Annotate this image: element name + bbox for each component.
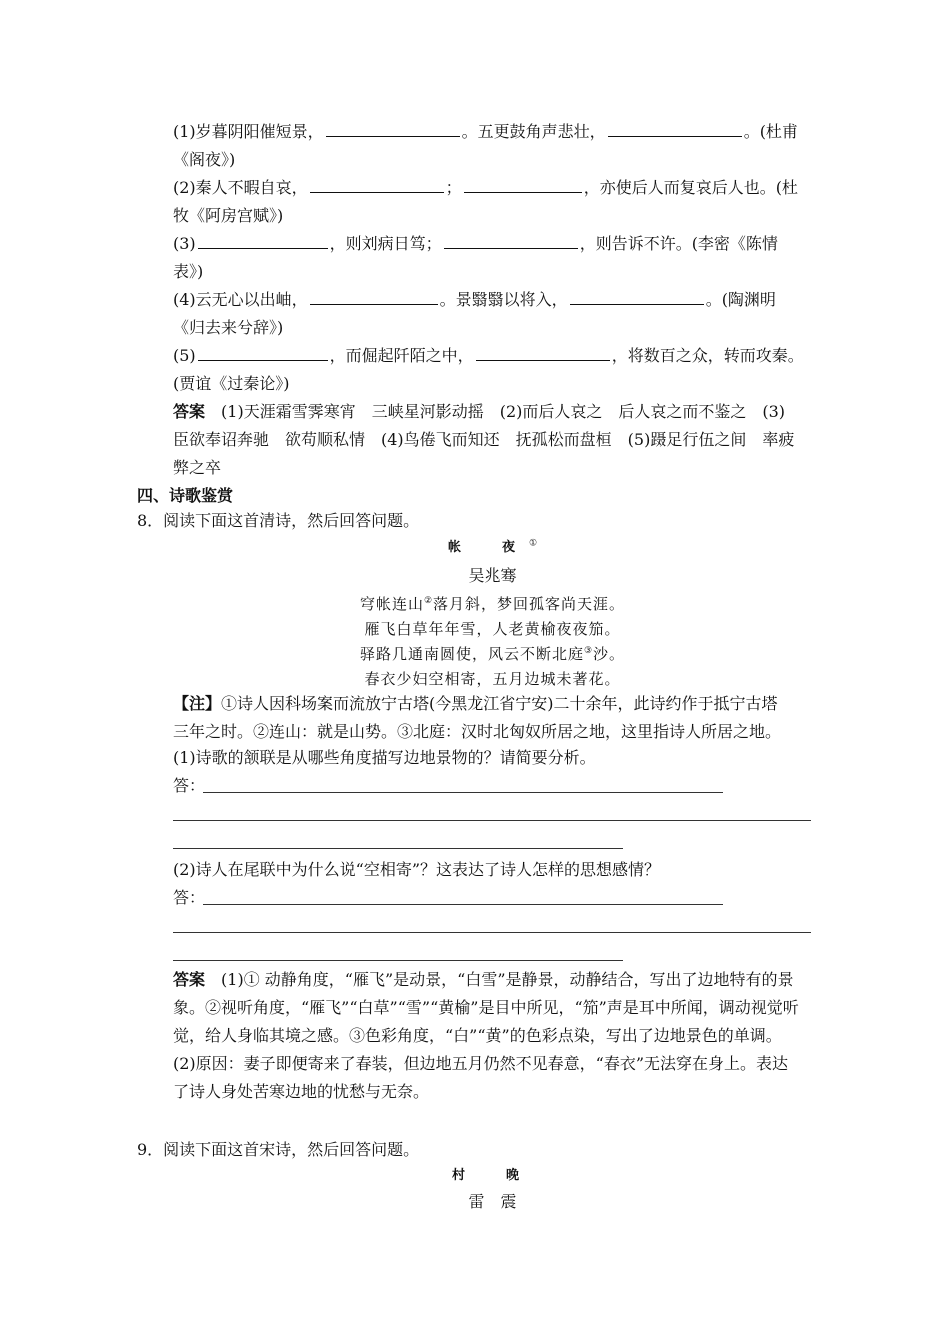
fill-blank	[198, 344, 328, 361]
q8-sub-1: (1)诗歌的颔联是从哪些角度描写边地景物的？请简要分析。	[173, 748, 596, 767]
q9-prompt: 9．阅读下面这首宋诗，然后回答问题。	[137, 1140, 420, 1159]
fill-blank	[608, 120, 742, 137]
poem-title: 帐 夜①	[447, 538, 538, 555]
q7-answer: 答案 (1)天涯霜雪霁寒宵 三峡星河影动摇 (2)而后人哀之 后人哀之而不鉴之 (3) 臣欲奉诏奔驰 欲苟顺私情 (4)鸟倦飞而知还 抚孤松而盘桓 (5)蹑足行伍之间 率疲 弊之卒	[173, 402, 795, 477]
poem-line: 雁飞白草年年雪，人老黄榆夜夜笳。	[364, 620, 621, 638]
fill-blank	[570, 288, 704, 305]
q7-item-1: (1)岁暮阴阳催短景， 。五更鼓角声悲壮， 。(杜甫 《阁夜》)	[173, 122, 798, 169]
fill-blank	[464, 176, 582, 193]
poem-line: 驿路几通南圆使，风云不断北庭③沙。	[359, 645, 626, 663]
answer-line	[173, 848, 623, 849]
answer-line	[173, 820, 811, 821]
q8-prompt: 8．阅读下面这首清诗，然后回答问题。	[137, 511, 420, 530]
q7-item-2: (2)秦人不暇自哀， ； ，亦使后人而复哀后人也。(杜 牧《阿房宫赋》)	[173, 178, 798, 225]
fill-blank	[326, 120, 460, 137]
q8-sub-2: (2)诗人在尾联中为什么说“空相寄”？这表达了诗人怎样的思想感情？	[173, 860, 661, 879]
poem-line: 春衣少妇空相寄，五月边城未著花。	[364, 670, 621, 688]
fill-blank	[198, 232, 328, 249]
q7-item-4: (4)云无心以出岫， 。景翳翳以将入， 。(陶渊明 《归去来兮辞》)	[173, 290, 776, 337]
q7-item-5: (5) ，而倔起阡陌之中， ，将数百之众，转而攻秦。 (贾谊《过秦论》)	[173, 346, 804, 393]
section-heading: 四、诗歌鉴赏	[137, 486, 234, 505]
answer-line	[203, 792, 723, 793]
answer-line	[203, 904, 723, 905]
q7-item-3: (3) ，则刘病日笃； ，则告诉不许。(李密《陈情 表》)	[173, 234, 778, 281]
fill-blank	[310, 288, 438, 305]
poem-notes: 【注】①诗人因科场案而流放宁古塔(今黑龙江省宁安)二十余年，此诗约作于抵宁古塔 三年之时。②连山：就是山势。③北庭：汉时北匈奴所居之地，这里指诗人所居之地。	[173, 694, 782, 741]
answer-prefix: 答：	[173, 888, 206, 907]
fill-blank	[476, 344, 610, 361]
fill-blank	[444, 232, 578, 249]
answer-line	[173, 932, 811, 933]
poet-name: 雷 震	[468, 1192, 517, 1211]
poet-name: 吴兆骞	[468, 566, 517, 585]
fill-blank	[310, 176, 444, 193]
q8-answer: 答案 (1)① 动静角度，“雁飞”是动景，“白雪”是静景，动静结合，写出了边地特有的景 象。②视听角度，“雁飞”“白草”“雪”“黄榆”是目中所见，“笳”声是耳中所闻，调动视觉听 觉，给人身临其境之感。③色彩角度，“白”“黄”的色彩点染，写出了边地景色的单调。 (2)原因：妻子即便寄来了春装，但边地五月仍然不见春意，“春衣”无法穿在身上。表达 了诗人身处苦寒边地的忧愁与无奈。	[173, 970, 799, 1101]
poem-line: 穹帐连山②落月斜，梦回孤客尚天涯。	[359, 595, 626, 613]
answer-prefix: 答：	[173, 776, 206, 795]
poem-title: 村 晚	[451, 1168, 533, 1183]
answer-line	[173, 960, 623, 961]
